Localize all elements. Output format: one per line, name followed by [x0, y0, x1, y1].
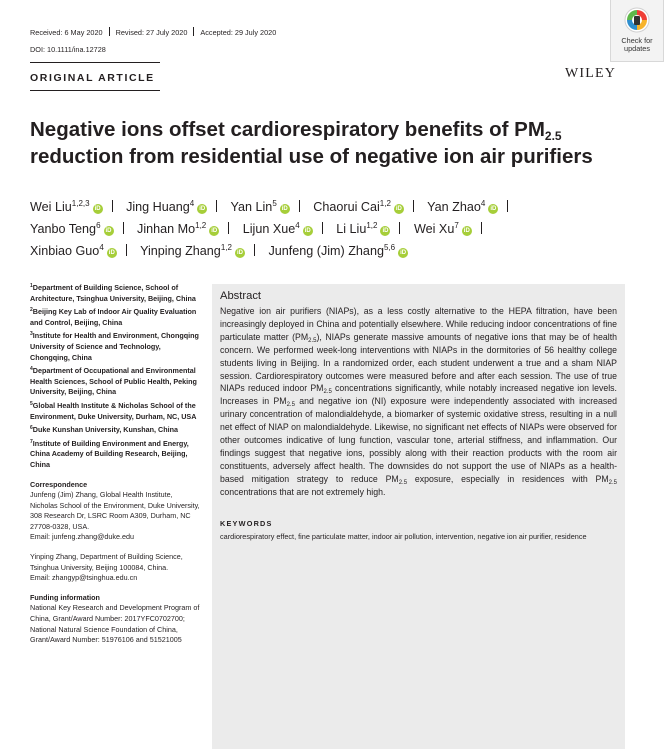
divider — [228, 222, 229, 234]
author[interactable]: Chaorui Cai$^{1,2}$iD — [313, 199, 402, 214]
divider — [413, 200, 414, 212]
funding-text: National Key Research and Development Program of China, Grant/Award Number: 2017YFC0702700; National Natural Science Foundation of China, Grant/Award Number: 51976106 and 51521005 — [30, 603, 200, 645]
article-type-rule — [30, 90, 160, 91]
author[interactable]: Yan Zhao$^4$iD — [427, 199, 497, 214]
badge-text-2: updates — [624, 44, 650, 53]
badge-text-1: Check for — [621, 36, 653, 45]
received-date: Received: 6 May 2020 — [30, 28, 103, 37]
divider — [216, 200, 217, 212]
article-type: ORIGINAL ARTICLE — [30, 72, 155, 84]
author[interactable]: Lijun Xue$^4$iD — [242, 221, 311, 236]
orcid-icon[interactable]: iD — [395, 206, 402, 212]
divider — [126, 244, 127, 256]
orcid-icon[interactable]: iD — [199, 206, 206, 212]
title-line2: reduction from residential use of negative ion air purifiers — [30, 145, 593, 168]
revised-date: Revised: 27 July 2020 — [115, 28, 188, 37]
orcid-icon[interactable]: iD — [400, 250, 407, 256]
orcid-icon[interactable]: iD — [490, 206, 497, 212]
author[interactable]: Yinping Zhang$^{1,2}$iD — [140, 243, 243, 258]
title-pm-sub: 2.5 — [544, 129, 562, 143]
title-line1: Negative ions offset cardiorespiratory benefits of PM — [30, 118, 545, 141]
divider — [112, 200, 113, 212]
divider — [123, 222, 124, 234]
author[interactable]: Jing Huang$^4$iD — [126, 199, 206, 214]
abstract-box — [212, 284, 625, 749]
divider — [507, 200, 508, 212]
abstract-heading: Abstract — [220, 290, 262, 302]
affiliation: $^2$Beijing Key Lab of Indoor Air Quality Evaluation and Control, Beijing, China — [30, 307, 197, 327]
abstract-text: Negative ion air purifiers (NIAPs), as a less costly alternative to the HEPA filtration, have been increasingly deployed in China and potentially elsewhere. While reducing indoor concentrations of fine particulate matter $(PM_{2.5})$, NIAPs generate massive amounts of negative ions that may be of health concern. We performed week-long interventions with NIAPs in the dormitories of 56 healthy college students living in Beijing. In a randomized order, each student underwent a true and a sham NIAP session. Cardiorespiratory outcomes were measured before and after each session. The use of true NIAPs reduced indoor $PM_{2.5}$ concentrations significantly, while notably increased negative ion levels. Increases in $PM_{2.5}$ and negative ion (NI) exposure were independently associated with increased urinary concentration of malondialdehyde, a biomarker of systemic oxidative stress, resulting in a null net effect of NIAP on malondialdehyde. Likewise, no significant net effects of NIAPs were observed for other outcomes indicative of lung function, vascular tone, arterial stiffness, and inflammation. Our findings suggest that negative ions, possibly along with their reaction products with the room air constituents, adversely affect health. The downsides do not support the use of NIAPs as a health-based mitigation strategy to reduce $PM_{2.5}$ exposure, especially in residences with $PM_{2.5}$ concentrations that are not extremely high. — [220, 306, 618, 497]
check-for-updates-badge[interactable] — [610, 0, 664, 62]
email-link[interactable]: Email: junfeng.zhang@duke.edu — [30, 532, 134, 542]
author[interactable]: Jinhan Mo$^{1,2}$iD — [137, 221, 218, 236]
correspondence-heading: Correspondence — [30, 479, 88, 489]
orcid-icon[interactable]: iD — [463, 228, 470, 234]
email-link[interactable]: Email: zhangyp@tsinghua.edu.cn — [30, 573, 138, 583]
orcid-icon[interactable]: iD — [281, 206, 288, 212]
author[interactable]: Li Liu$^{1,2}$iD — [336, 221, 389, 236]
orcid-icon[interactable]: iD — [382, 228, 389, 234]
author-list — [30, 196, 650, 262]
divider — [193, 27, 194, 36]
publication-dates — [30, 27, 276, 37]
orcid-icon[interactable]: iD — [108, 250, 115, 256]
author[interactable]: Yan Lin$^5$iD — [230, 199, 288, 214]
author[interactable]: Xinbiao Guo$^4$iD — [30, 243, 115, 258]
author[interactable]: Junfeng (Jim) Zhang$^{5,6}$iD — [268, 243, 407, 258]
top-rule — [30, 62, 160, 63]
divider — [254, 244, 255, 256]
funding-heading: Funding information — [30, 592, 100, 602]
affiliation: $^7$Institute of Building Environment and Energy, China Academy of Building Research, Beijing, China — [30, 438, 189, 469]
check-updates-icon — [624, 7, 650, 33]
doi-link[interactable]: DOI: 10.1111/ina.12728 — [30, 45, 106, 54]
author[interactable]: Wei Xu$^7$iD — [413, 221, 470, 236]
orcid-icon[interactable]: iD — [94, 206, 101, 212]
article-title — [30, 116, 640, 170]
affiliation: $^5$Global Health Institute & Nicholas School of the Environment, Duke University, Durham, NC, USA — [30, 400, 197, 421]
orcid-icon[interactable]: iD — [105, 228, 112, 234]
left-column — [30, 283, 200, 646]
divider — [299, 200, 300, 212]
divider — [109, 27, 110, 36]
correspondence — [30, 480, 200, 584]
affiliation: $^3$Institute for Health and Environment, Chongqing University of Science and Technology, Chongqing, China — [30, 331, 199, 362]
keywords-text: cardiorespiratory effect, fine particulate matter, indoor air pollution, intervention, negative ion air purifier, residence — [220, 531, 587, 541]
affiliation: $^1$Department of Building Science, School of Architecture, Tsinghua University, Beijing, China — [30, 283, 196, 303]
divider — [399, 222, 400, 234]
affiliation: $^6$Duke Kunshan University, Kunshan, China — [30, 425, 179, 435]
affiliation: $^4$Department of Occupational and Environmental Health Sciences, School of Public Health, Peking University, Beijing, China — [30, 366, 197, 397]
divider — [481, 222, 482, 234]
orcid-icon[interactable]: iD — [304, 228, 311, 234]
orcid-icon[interactable]: iD — [211, 228, 218, 234]
correspondence-entry: Junfeng (Jim) Zhang, Global Health Institute, Nicholas School of the Environment, Duke University, 308 Research Dr, LSRC Room A309, Durham, NC 27708-0328, USA. Email: junfeng.zhang@duke.edu — [30, 490, 200, 542]
publisher-logo: WILEY — [565, 66, 617, 81]
orcid-icon[interactable]: iD — [236, 250, 243, 256]
accepted-date: Accepted: 29 July 2020 — [200, 28, 277, 37]
author[interactable]: Yanbo Teng$^6$iD — [30, 221, 112, 236]
divider — [322, 222, 323, 234]
keywords-heading: KEYWORDS — [220, 518, 273, 528]
correspondence-entry: Yinping Zhang, Department of Building Science, Tsinghua University, Beijing 100084, China. Email: zhangyp@tsinghua.edu.cn — [30, 552, 183, 583]
author[interactable]: Wei Liu$^{1,2,3}$iD — [30, 199, 101, 214]
